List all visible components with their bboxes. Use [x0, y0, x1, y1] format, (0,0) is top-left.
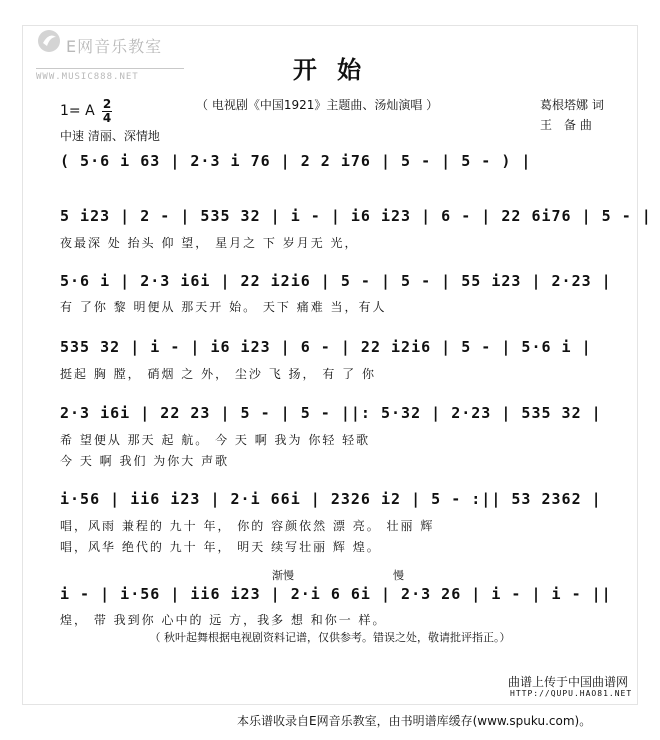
time-signature-top: 2	[102, 97, 112, 111]
site-url: WWW.MUSIC888.NET	[36, 72, 139, 82]
notation-line-5: 2·3 i6i | 22 23 | 5 - | 5 - ||: 5·32 | 2·23 | 535 32 |	[60, 404, 602, 422]
notation-line-1: ( 5·6 i 63 | 2·3 i 76 | 2 2 i76 | 5 - | 5 - ) |	[60, 152, 532, 170]
notation-line-6: i·56 | ii6 i23 | 2·i 66i | 2326 i2 | 5 - :|| 53 2362 |	[60, 490, 602, 508]
footer-source: 本乐谱收录自E网音乐教室，由书明谱库缓存(www.spuku.com)。	[237, 714, 592, 728]
tempo-marking: 中速 清丽、深情地	[60, 129, 160, 143]
composer-credit: 王 备 曲	[540, 118, 592, 132]
lyric-line-5b: 今 天 啊 我们 为你大 声歌	[60, 454, 230, 468]
notation-line-2: 5 i23 | 2 - | 535 32 | i - | i6 i23 | 6 - | 22 6i76 | 5 - |	[60, 207, 652, 225]
lyric-line-4: 挺起 胸 膛， 硝烟 之 外， 尘沙 飞 扬， 有 了 你	[60, 367, 376, 381]
song-subtitle: （ 电视剧《中国1921》主题曲、汤灿演唱 ）	[196, 98, 439, 112]
lyric-line-2: 夜最深 处 抬头 仰 望， 星月之 下 岁月无 光，	[60, 236, 359, 250]
lyricist-credit: 葛根塔娜 词	[540, 98, 604, 112]
notation-line-7: i - | i·56 | ii6 i23 | 2·i 6 6i | 2·3 26 | i - | i - ||	[60, 585, 612, 603]
lyric-line-5a: 希 望便从 那天 起 航。 今 天 啊 我为 你轻 轻歌	[60, 433, 371, 447]
transcription-note: （ 秋叶起舞根据电视剧资料记谱，仅供参考。错误之处，敬请批评指正。）	[149, 631, 511, 644]
upload-credit: 曲谱上传于中国曲谱网	[508, 675, 629, 689]
song-title: 开 始	[292, 56, 368, 84]
lyric-line-3: 有 了你 黎 明便从 那天开 始。 天下 痛难 当，有人	[60, 300, 387, 314]
lyric-line-7: 煌， 带 我到你 心中的 远 方，我多 想 和你一 样。	[60, 613, 387, 627]
ritardando-marking: 渐慢	[272, 569, 294, 582]
notation-line-4: 535 32 | i - | i6 i23 | 6 - | 22 i2i6 | 5 - | 5·6 i |	[60, 338, 592, 356]
time-signature	[101, 98, 113, 125]
lyric-line-6a: 唱，风雨 兼程的 九十 年， 你的 容颜依然 漂 亮。 壮丽 辉	[60, 519, 435, 533]
upload-url: HTTP://QUPU.HAO81.NET	[510, 689, 633, 698]
slow-marking: 慢	[393, 569, 404, 582]
site-name: E网音乐教室	[66, 37, 163, 56]
time-signature-bottom: 4	[102, 111, 112, 125]
notation-line-3: 5·6 i | 2·3 i6i | 22 i2i6 | 5 - | 5 - | 55 i23 | 2·23 |	[60, 272, 612, 290]
key-signature: 1= A	[60, 103, 95, 119]
lyric-line-6b: 唱，风华 绝代的 九十 年， 明天 续写壮丽 辉 煌。	[60, 540, 381, 554]
